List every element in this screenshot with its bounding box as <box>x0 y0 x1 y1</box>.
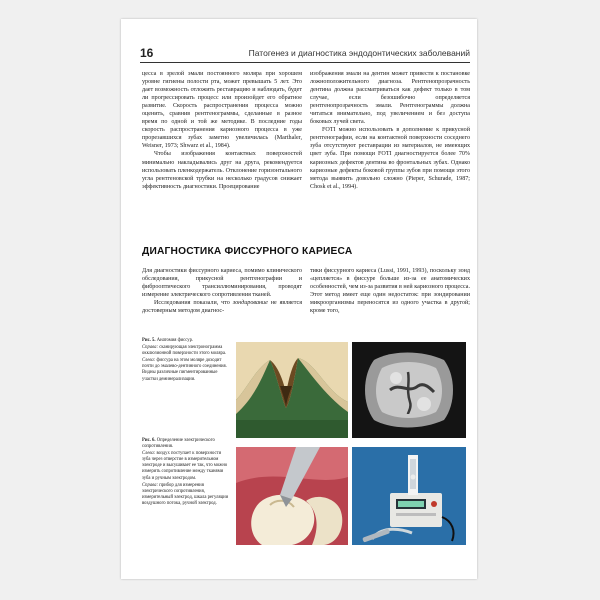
resistance-meter-device-photo <box>352 447 466 545</box>
figure-6-caption <box>142 438 230 508</box>
paragraph: тики фиссурного кариеса (Lussi, 1991, 1993), поскольку зонд «цепляется» в фиссуре больше из-за ее анатомических особенностей, чем из-за развития в ней кариозного процесса. Этот метод имеет еще один недостаток: при зондировании микроорганизмы переносятся из одного участка в другой; кроме того, <box>310 268 470 315</box>
text-column-left-top <box>142 70 302 191</box>
figure-5-caption <box>142 338 230 384</box>
paragraph: изображения эмали на дентин может привести к постановке ложноположительного диагноза. Рентгенопрозрачность дентина должна рассматриваться как дефект только в том случае, если безошибочно определяется рентгенопрозрачность эмали. Рентгенограммы должна читаться внимательно, под увеличением и без доступа боковых лучей света. <box>310 71 470 126</box>
tooth-fissure-section-photo <box>236 342 348 438</box>
caption-text: сканирующая электронограмма окклюзионной поверхности этого моляра. <box>142 345 227 357</box>
paragraph: FOTI можно использовать в дополнение к прикусной рентгенографии, если на контактной поверхности соседнего зуба отсутствуют реставрации из материалов, не имеющих цвет зуба. При помощи FOTI диагностируется более 70% кариозных дефектов дентина во фронтальных зубах. Однако кариозные дефекты боковой группы зубов при помощи этого метода выявить довольно сложно (Pieper, Schurade, 1987; Chosk et al., 1994). <box>310 127 470 190</box>
caption-side-label: Справа: <box>142 482 159 488</box>
page-number: 16 <box>140 46 154 60</box>
figure-label: Рис. 5. <box>142 338 156 343</box>
text-column-right-top <box>310 70 470 191</box>
paragraph: Чтобы изображения контактных поверхностей минимально накладывались друг на друга, рекомендуется использовать пленкодержатель. Отклонение горизонтального угла рентгеновской трубки на несколько градусов снижает эффективность диагностики. Проецирование <box>142 151 302 190</box>
caption-text: воздух поступает к поверхности зуба через отверстие в измерительном электроде и высушивает ее так, что можно измерить сопротивление между тканями зуба и ручным электродом. <box>142 451 228 481</box>
paragraph-text: Исследования показали, что <box>154 300 233 307</box>
paragraph-text: не является достоверным методом диагнос- <box>142 300 302 315</box>
running-title: Патогенез и диагностика эндодонтических заболеваний <box>248 48 470 58</box>
caption-text: фиссура на этом моляре доходит почти до эмалево-дентинного соединения. Видны различные пигментированные участки деминерализации. <box>142 358 227 382</box>
text-column-left-mid <box>142 267 302 315</box>
section-heading: ДИАГНОСТИКА ФИССУРНОГО КАРИЕСА <box>142 246 353 257</box>
electrode-on-tooth-photo <box>236 447 348 545</box>
caption-side-label: Слева: <box>142 451 156 457</box>
emphasis-text: зондирование <box>232 300 268 307</box>
caption-side-label: Справа: <box>142 345 159 351</box>
caption-text: прибор для измерения электрического сопротивления, измерительный электрод, шкала регуляции воздушного потока, ручной электрод. <box>142 482 229 506</box>
header-divider <box>140 62 470 63</box>
figure-label: Рис. 6. <box>142 438 156 443</box>
caption-side-label: Слева: <box>142 358 156 364</box>
paragraph <box>142 299 302 315</box>
paragraph: цесса в зрелой эмали постоянного моляра при хорошем уровне гигиены полости рта, может превышать 5 лет. Это дает возможность отложить реставрацию и наблюдать, будет ли прогрессировать процесс или произойдет его обратное развитие. Скорость распространения процесса можно оценить, сравнив рентгенограммы, сделанные в разное время по одной и той же методике. В последние годы скорость распространения кариозного процесса в уже прорезавшихся зубах заметно увеличилась (Marthaler, Weisner, 1973; Shwarz et al., 1984). <box>142 71 302 150</box>
figure-title: Анатомия фиссур. <box>155 338 194 343</box>
sem-occlusal-surface-photo <box>352 342 466 438</box>
text-column-right-mid <box>310 267 470 315</box>
paragraph: Для диагностики фиссурного кариеса, помимо клинического обследования, прикусной рентгенографии и фиброоптического трансиллюминирования, проводят измерение электрического сопротивления тканей. <box>142 268 302 299</box>
figure-title: Определение электрического сопротивления. <box>142 438 215 450</box>
